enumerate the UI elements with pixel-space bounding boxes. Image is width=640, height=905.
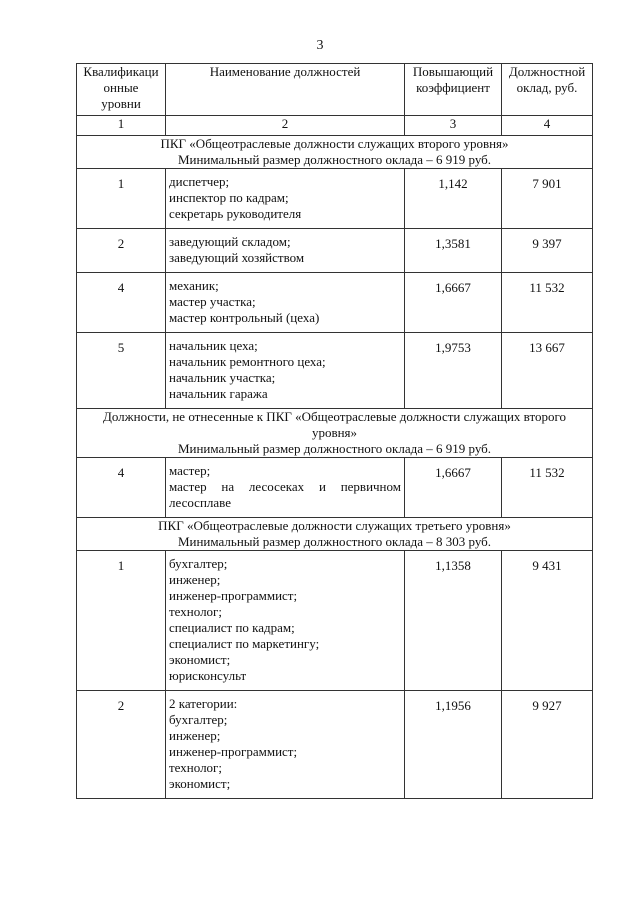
table-header-row — [77, 64, 593, 116]
position-name: мастер; — [169, 463, 211, 478]
position-names — [166, 691, 405, 799]
column-number: 1 — [77, 116, 166, 136]
salary-value: 9 927 — [502, 691, 593, 799]
position-name: экономист; — [169, 776, 231, 791]
group-header-row — [77, 409, 593, 458]
position-name: специалист по кадрам; — [169, 620, 295, 635]
group-header-row — [77, 518, 593, 551]
group-header — [77, 136, 593, 169]
header-coef: Повышающий коэффициент — [405, 64, 502, 116]
column-number: 4 — [502, 116, 593, 136]
position-name: инженер-программист; — [169, 744, 298, 759]
raise-coefficient: 1,6667 — [405, 273, 502, 333]
table-row — [77, 229, 593, 273]
qualification-level: 2 — [77, 691, 166, 799]
position-name: экономист; — [169, 652, 231, 667]
group-min-salary: Минимальный размер должностного оклада – 8 303 руб. — [177, 534, 492, 549]
position-name: начальник гаража — [169, 386, 268, 401]
salary-value: 9 431 — [502, 551, 593, 691]
header-levels: Квалификаци онные уровни — [77, 64, 166, 116]
raise-coefficient: 1,1956 — [405, 691, 502, 799]
raise-coefficient: 1,9753 — [405, 333, 502, 409]
position-name: бухгалтер; — [169, 556, 228, 571]
table-row — [77, 551, 593, 691]
salary-value: 9 397 — [502, 229, 593, 273]
position-names — [166, 169, 405, 229]
position-names — [166, 458, 405, 518]
header-salary: Должностной оклад, руб. — [502, 64, 593, 116]
position-name: начальник цеха; — [169, 338, 258, 353]
position-name: диспетчер; — [169, 174, 230, 189]
position-names — [166, 333, 405, 409]
position-name: начальник ремонтного цеха; — [169, 354, 326, 369]
page-number: 3 — [316, 38, 324, 53]
salary-value: 11 532 — [502, 458, 593, 518]
position-name: мастер контрольный (цеха) — [169, 310, 320, 325]
column-number: 3 — [405, 116, 502, 136]
position-name: специалист по маркетингу; — [169, 636, 320, 651]
column-number: 2 — [166, 116, 405, 136]
position-name: инженер; — [169, 572, 221, 587]
position-name: инженер; — [169, 728, 221, 743]
salary-table — [76, 63, 593, 799]
position-name: бухгалтер; — [169, 712, 228, 727]
position-name: инженер-программист; — [169, 588, 298, 603]
position-name: начальник участка; — [169, 370, 276, 385]
qualification-level: 4 — [77, 458, 166, 518]
position-name: мастер на лесосеках и первичном лесосплаве — [169, 479, 401, 510]
raise-coefficient: 1,142 — [405, 169, 502, 229]
group-min-salary: Минимальный размер должностного оклада – 6 919 руб. — [177, 441, 492, 456]
position-name: заведующий хозяйством — [169, 250, 305, 265]
group-min-salary: Минимальный размер должностного оклада – 6 919 руб. — [177, 152, 492, 167]
position-name: технолог; — [169, 760, 222, 775]
table-row — [77, 273, 593, 333]
column-number-row — [77, 116, 593, 136]
position-names — [166, 273, 405, 333]
salary-value: 13 667 — [502, 333, 593, 409]
header-names: Наименование должностей — [166, 64, 405, 116]
table-row — [77, 169, 593, 229]
position-name: заведующий складом; — [169, 234, 291, 249]
table-row — [77, 333, 593, 409]
group-title: ПКГ «Общеотраслевые должности служащих второго уровня» — [160, 136, 509, 151]
position-name: инспектор по кадрам; — [169, 190, 289, 205]
qualification-level: 4 — [77, 273, 166, 333]
raise-coefficient: 1,1358 — [405, 551, 502, 691]
group-header — [77, 518, 593, 551]
qualification-level: 2 — [77, 229, 166, 273]
position-name: механик; — [169, 278, 219, 293]
qualification-level: 1 — [77, 551, 166, 691]
group-header-row — [77, 136, 593, 169]
group-title: Должности, не отнесенные к ПКГ «Общеотраслевые должности служащих второго уровня» — [102, 409, 567, 440]
qualification-level: 1 — [77, 169, 166, 229]
salary-value: 11 532 — [502, 273, 593, 333]
position-names — [166, 551, 405, 691]
position-name: юрисконсульт — [169, 668, 247, 683]
raise-coefficient: 1,3581 — [405, 229, 502, 273]
position-name: секретарь руководителя — [169, 206, 302, 221]
salary-value: 7 901 — [502, 169, 593, 229]
position-name: технолог; — [169, 604, 222, 619]
position-name: мастер участка; — [169, 294, 256, 309]
raise-coefficient: 1,6667 — [405, 458, 502, 518]
qualification-level: 5 — [77, 333, 166, 409]
table-row — [77, 458, 593, 518]
position-name: 2 категории: — [169, 696, 238, 711]
group-header — [77, 409, 593, 458]
group-title: ПКГ «Общеотраслевые должности служащих третьего уровня» — [158, 518, 511, 533]
position-names — [166, 229, 405, 273]
table-row — [77, 691, 593, 799]
